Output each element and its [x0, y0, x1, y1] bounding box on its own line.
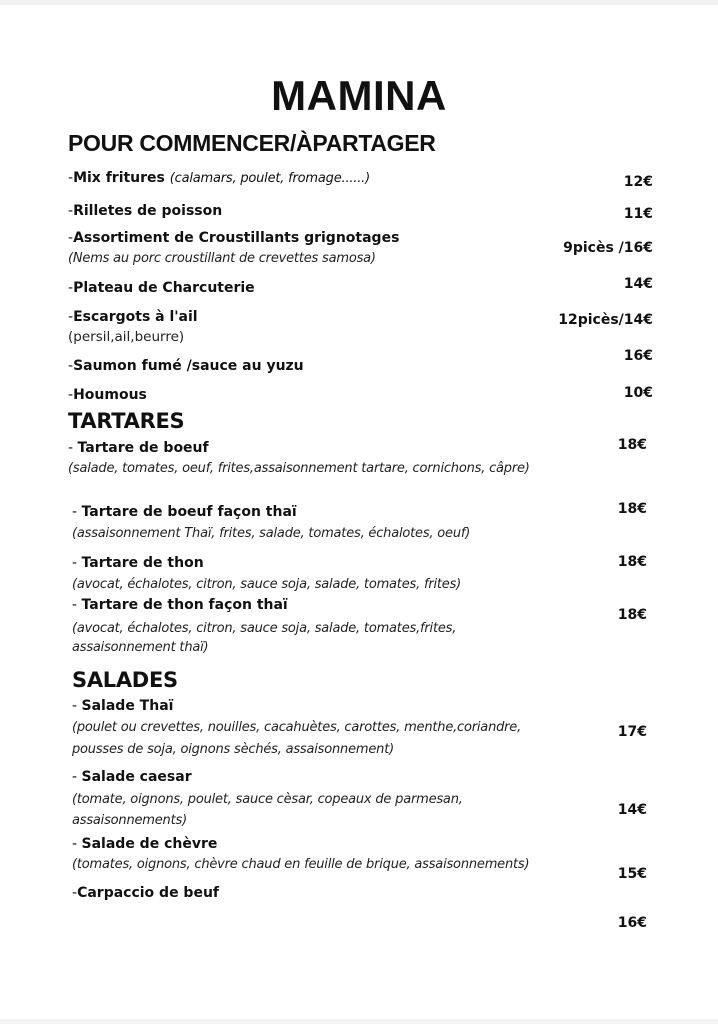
menu-item-description: (avocat, échalotes, citron, sauce soja, salade, tomates,frites,: [72, 621, 457, 636]
menu-item-name: -Saumon fumé /sauce au yuzu: [68, 358, 304, 374]
menu-item-name: - Salade Thaï: [72, 698, 174, 714]
section-title-tartares: TARTARES: [68, 409, 185, 433]
menu-item-price: 18€: [617, 437, 647, 453]
top-edge: [0, 0, 718, 5]
menu-item-price: 18€: [617, 501, 647, 517]
menu-item-price: 10€: [623, 385, 653, 401]
menu-item-name: -Carpaccio de beuf: [72, 885, 220, 901]
menu-item-description: assaisonnement thaï): [72, 640, 209, 655]
menu-item-price: 11€: [623, 206, 653, 222]
menu-item-price: 17€: [617, 724, 647, 740]
menu-item-description: (tomate, oignons, poulet, sauce cèsar, copeaux de parmesan,: [72, 792, 463, 807]
menu-item-description: (avocat, échalotes, citron, sauce soja, salade, tomates, frites): [72, 577, 462, 592]
menu-item-name: -Assortiment de Croustillants grignotages: [68, 230, 400, 246]
menu-item-price: 14€: [623, 276, 653, 292]
menu-item-price: 9picès /16€: [563, 240, 653, 256]
menu-item-price: 14€: [617, 802, 647, 818]
menu-item-name: - Tartare de boeuf: [68, 440, 209, 456]
menu-item-description: (Nems au porc croustillant de crevettes samosa): [68, 251, 376, 266]
menu-item-description: pousses de soja, oignons sèchés, assaisonnement): [72, 742, 394, 757]
menu-item-description: (tomates, oignons, chèvre chaud en feuille de brique, assaisonnements): [72, 857, 530, 872]
menu-item-description: (persil,ail,beurre): [68, 329, 185, 345]
bottom-edge: [0, 1019, 718, 1024]
menu-item-price: 18€: [617, 554, 647, 570]
menu-item-name: - Tartare de thon: [72, 555, 204, 571]
menu-item-name: - Salade de chèvre: [72, 836, 218, 852]
menu-item-name: -Houmous: [68, 387, 147, 403]
menu-item-name: - Tartare de boeuf façon thaï: [72, 504, 297, 520]
menu-item-description: (calamars, poulet, fromage......): [169, 171, 370, 186]
menu-item-description: assaisonnements): [72, 813, 187, 828]
menu-item-price: 12€: [623, 174, 653, 190]
section-title-salades: SALADES: [72, 668, 178, 692]
menu-item-description: (assaisonnement Thaï, frites, salade, tomates, échalotes, oeuf): [72, 526, 471, 541]
menu-item-name: - Salade caesar: [72, 769, 192, 785]
menu-item-name: -Escargots à l'ail: [68, 309, 198, 325]
menu-item-name: -Plateau de Charcuterie: [68, 280, 255, 296]
menu-item-name: -Rilletes de poisson: [68, 203, 223, 219]
menu-item-price: 18€: [617, 607, 647, 623]
menu-item-price: 16€: [623, 348, 653, 364]
menu-item-name: -Mix fritures (calamars, poulet, fromage......): [68, 170, 370, 186]
menu-item-name: - Tartare de thon façon thaï: [72, 597, 288, 613]
restaurant-name: MAMINA: [271, 72, 447, 119]
section-title-starters: POUR COMMENCER/ÀPARTAGER: [68, 130, 436, 156]
menu-item-price: 12picès/14€: [558, 312, 653, 328]
menu-item-description: (poulet ou crevettes, nouilles, cacahuètes, carottes, menthe,coriandre,: [72, 720, 522, 735]
menu-item-price: 16€: [617, 915, 647, 931]
menu-item-price: 15€: [617, 866, 647, 882]
menu-item-description: (salade, tomates, oeuf, frites,assaisonnement tartare, cornichons, câpre): [68, 461, 530, 476]
